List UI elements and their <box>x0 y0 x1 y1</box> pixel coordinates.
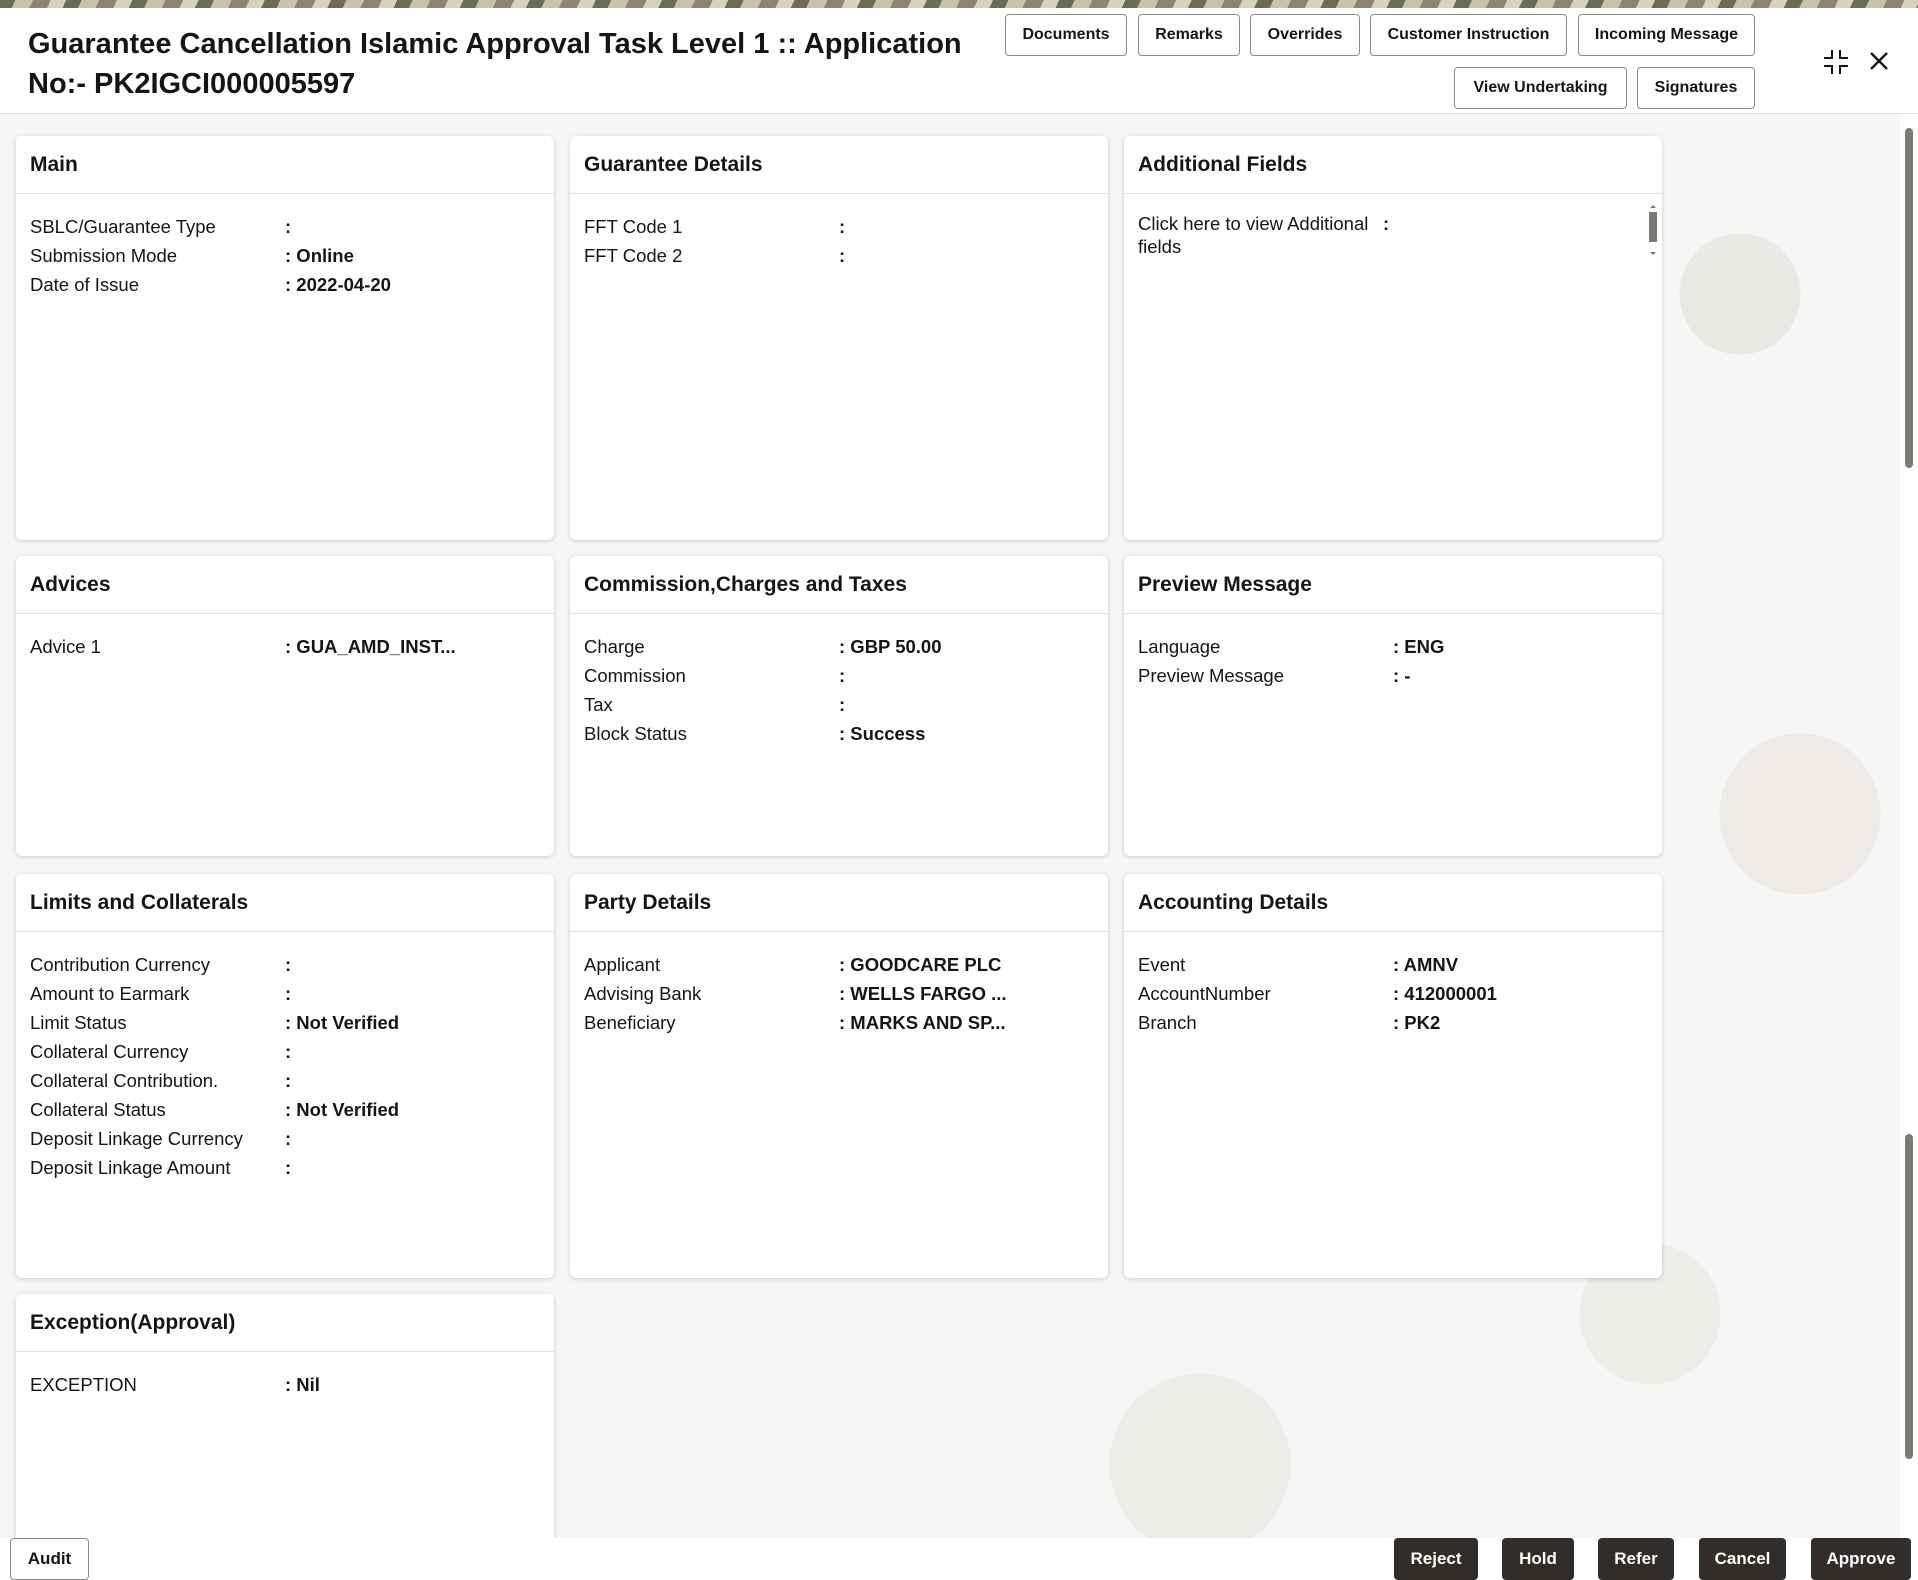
field-label: Event <box>1138 953 1186 975</box>
field-value: : <box>839 693 846 715</box>
field-value: : Not Verified <box>285 1098 400 1120</box>
card-title: Commission,Charges and Taxes <box>570 556 1108 614</box>
field-value: : AMNV <box>1393 953 1459 975</box>
field-value: : 412000001 <box>1393 982 1497 1004</box>
additional-fields-card <box>1124 136 1662 540</box>
page-title: Guarantee Cancellation Islamic Approval Task Level 1 :: Application No:- PK2IGCI000005597 <box>28 28 962 100</box>
field-value: : <box>839 244 846 266</box>
field-label: Applicant <box>584 953 661 975</box>
cards-area <box>0 114 1900 1539</box>
field-value: : GOODCARE PLC <box>839 953 1002 975</box>
field-label: Advice 1 <box>30 635 101 657</box>
field-row <box>1138 632 1648 661</box>
customer-instruction-button[interactable]: Customer Instruction <box>1370 14 1567 56</box>
field-label: Charge <box>584 635 645 657</box>
field-value: : <box>285 1069 292 1091</box>
field-row <box>30 1037 540 1066</box>
additional-fields-link[interactable] <box>1138 212 1648 260</box>
field-label: Block Status <box>584 722 687 744</box>
field-row <box>30 1066 540 1095</box>
field-row <box>584 719 1094 748</box>
field-value: : <box>1383 213 1390 234</box>
field-row <box>30 632 540 661</box>
field-value: : <box>839 215 846 237</box>
main-card <box>16 136 554 540</box>
reject-button[interactable]: Reject <box>1394 1538 1478 1580</box>
field-label: Beneficiary <box>584 1011 676 1033</box>
field-value: : <box>285 1156 292 1178</box>
accounting-details-card <box>1124 874 1662 1278</box>
field-row <box>30 1153 540 1182</box>
field-row <box>1138 950 1648 979</box>
field-row <box>30 1370 540 1399</box>
hold-button[interactable]: Hold <box>1502 1538 1574 1580</box>
field-value: : 2022-04-20 <box>285 273 391 295</box>
field-row <box>1138 661 1648 690</box>
inner-scrollbar[interactable] <box>1646 202 1660 258</box>
field-row <box>1138 1008 1648 1037</box>
exception-approval-card <box>16 1294 554 1539</box>
field-row <box>1138 979 1648 1008</box>
field-label: Collateral Contribution. <box>30 1069 219 1091</box>
card-title: Party Details <box>570 874 1108 932</box>
field-value: : <box>839 664 846 686</box>
card-title: Accounting Details <box>1124 874 1662 932</box>
field-label: Deposit Linkage Amount <box>30 1156 231 1178</box>
field-row <box>584 241 1094 270</box>
field-value: : WELLS FARGO ... <box>839 982 1007 1004</box>
field-row <box>584 1008 1094 1037</box>
scrollbar-thumb[interactable] <box>1905 1134 1913 1459</box>
field-row <box>584 950 1094 979</box>
field-label: FFT Code 2 <box>584 244 683 266</box>
field-label: SBLC/Guarantee Type <box>30 215 216 237</box>
field-label: Limit Status <box>30 1011 127 1033</box>
view-undertaking-button[interactable]: View Undertaking <box>1454 67 1627 109</box>
field-row <box>30 241 540 270</box>
field-value: : GUA_AMD_INST... <box>285 635 456 657</box>
field-label: Contribution Currency <box>30 953 210 975</box>
remarks-button[interactable]: Remarks <box>1138 14 1240 56</box>
field-label[interactable]: Click here to view Additional fields <box>1138 213 1369 257</box>
collapse-icon[interactable] <box>1820 46 1852 78</box>
field-row <box>30 212 540 241</box>
field-label: Language <box>1138 635 1221 657</box>
field-row <box>584 632 1094 661</box>
page-scrollbar[interactable] <box>1900 114 1918 1539</box>
card-title: Limits and Collaterals <box>16 874 554 932</box>
field-value: : Success <box>839 722 926 744</box>
field-value: : MARKS AND SP... <box>839 1011 1006 1033</box>
field-label: Branch <box>1138 1011 1197 1033</box>
preview-message-card <box>1124 556 1662 856</box>
audit-button[interactable]: Audit <box>10 1538 89 1580</box>
field-value: : Not Verified <box>285 1011 400 1033</box>
field-value: : ENG <box>1393 635 1445 657</box>
field-row <box>30 1095 540 1124</box>
cancel-button[interactable]: Cancel <box>1699 1538 1786 1580</box>
overrides-button[interactable]: Overrides <box>1250 14 1360 56</box>
close-icon[interactable] <box>1864 46 1894 76</box>
field-label: Amount to Earmark <box>30 982 190 1004</box>
field-value: : Online <box>285 244 354 266</box>
field-row <box>584 979 1094 1008</box>
card-title: Preview Message <box>1124 556 1662 614</box>
advices-card <box>16 556 554 856</box>
card-title: Exception(Approval) <box>16 1294 554 1352</box>
field-label: EXCEPTION <box>30 1373 137 1395</box>
guarantee-details-card <box>570 136 1108 540</box>
field-label: Submission Mode <box>30 244 178 266</box>
field-label: AccountNumber <box>1138 982 1271 1004</box>
decorative-banner <box>0 0 1918 8</box>
refer-button[interactable]: Refer <box>1598 1538 1674 1580</box>
field-label: Commission <box>584 664 686 686</box>
approve-button[interactable]: Approve <box>1811 1538 1911 1580</box>
field-value: : Nil <box>285 1373 320 1395</box>
field-row <box>30 950 540 979</box>
field-label: Tax <box>584 693 613 715</box>
card-title: Guarantee Details <box>570 136 1108 194</box>
task-header <box>0 8 1918 114</box>
commission-charges-card <box>570 556 1108 856</box>
incoming-message-button[interactable]: Incoming Message <box>1578 14 1755 56</box>
field-label: Collateral Currency <box>30 1040 189 1062</box>
field-label: Preview Message <box>1138 664 1285 686</box>
scrollbar-thumb[interactable] <box>1905 128 1913 468</box>
field-value: : PK2 <box>1393 1011 1441 1033</box>
field-row <box>30 270 540 299</box>
field-value: : - <box>1393 664 1411 686</box>
limits-collaterals-card <box>16 874 554 1278</box>
field-label: Collateral Status <box>30 1098 166 1120</box>
card-title: Main <box>16 136 554 194</box>
field-row <box>30 979 540 1008</box>
field-row <box>584 690 1094 719</box>
signatures-button[interactable]: Signatures <box>1637 67 1755 109</box>
field-row <box>584 661 1094 690</box>
field-value: : <box>285 982 292 1004</box>
field-label: FFT Code 1 <box>584 215 683 237</box>
action-footer <box>0 1538 1918 1580</box>
task-window <box>0 8 1918 1580</box>
field-row <box>584 212 1094 241</box>
party-details-card <box>570 874 1108 1278</box>
card-title: Additional Fields <box>1124 136 1662 194</box>
field-label: Date of Issue <box>30 273 140 295</box>
field-value: : <box>285 1040 292 1062</box>
field-value: : <box>285 1127 292 1149</box>
card-title: Advices <box>16 556 554 614</box>
documents-button[interactable]: Documents <box>1005 14 1127 56</box>
field-row <box>30 1124 540 1153</box>
field-label: Advising Bank <box>584 982 702 1004</box>
field-value: : <box>285 215 292 237</box>
field-value: : <box>285 953 292 975</box>
field-value: : GBP 50.00 <box>839 635 942 657</box>
field-row <box>30 1008 540 1037</box>
field-label: Deposit Linkage Currency <box>30 1127 243 1149</box>
